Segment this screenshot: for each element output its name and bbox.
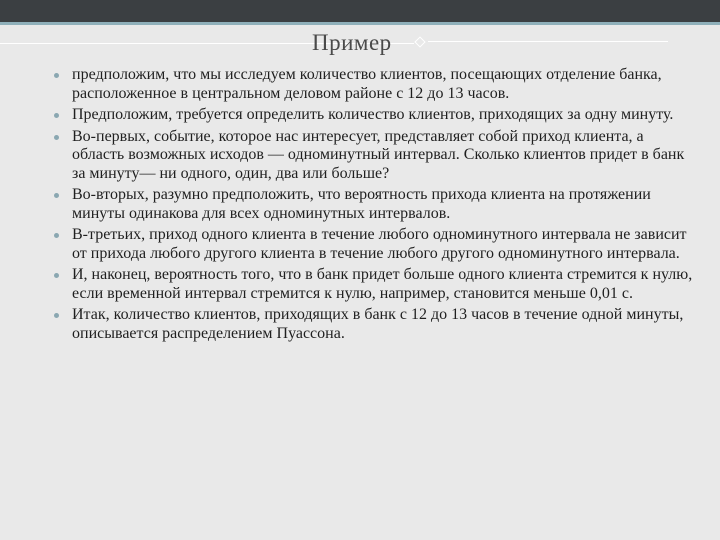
diamond-ornament-icon [414,36,425,47]
list-item [54,128,694,184]
bullet-text: Предположим, требуется определить количество клиентов, приходящих за одну минуту. [72,106,674,123]
slide-title: Пример [312,30,392,55]
bullet-dot-icon [54,313,59,318]
bullet-text: Во-первых, событие, которое нас интересует, представляет собой приход клиента, а область возможных исходов — одноминутный интервал. Сколько клиентов придет в банк за минуту— ни одного, один, два или больше? [72,127,685,182]
list-item [54,106,694,125]
bullet-text: В-третьих, приход одного клиента в течение любого одноминутного интервала не зависит от прихода любого другого клиента в течение любого другого одноминутного интервала. [72,226,687,262]
bullet-list [54,66,694,346]
bullet-text: предположим, что мы исследуем количество клиентов, посещающих отделение банка, расположенное в центральном деловом районе с 12 до 13 часов. [72,66,662,102]
list-item [54,306,694,343]
title-area [0,26,720,64]
title-rule-right [428,41,668,42]
bullet-dot-icon [54,233,59,238]
bullet-dot-icon [54,193,59,198]
top-bar [0,0,720,22]
bullet-dot-icon [54,113,59,118]
bullet-dot-icon [54,273,59,278]
top-accent-stripe [0,22,720,25]
bullet-text: Итак, количество клиентов, приходящих в банк с 12 до 13 часов в течение одной минуты, описывается распределением Пуассона. [72,306,684,342]
list-item [54,66,694,103]
bullet-dot-icon [54,73,59,78]
list-item [54,226,694,263]
bullet-dot-icon [54,135,59,140]
list-item [54,186,694,223]
bullet-text: И, наконец, вероятность того, что в банк придет больше одного клиента стремится к нулю, если временной интервал стремится к нулю, например, становится меньше 0,01 с. [72,266,693,302]
list-item [54,266,694,303]
bullet-text: Во-вторых, разумно предположить, что вероятность прихода клиента на протяжении минуты одинакова для всех одноминутных интервалов. [72,186,651,222]
